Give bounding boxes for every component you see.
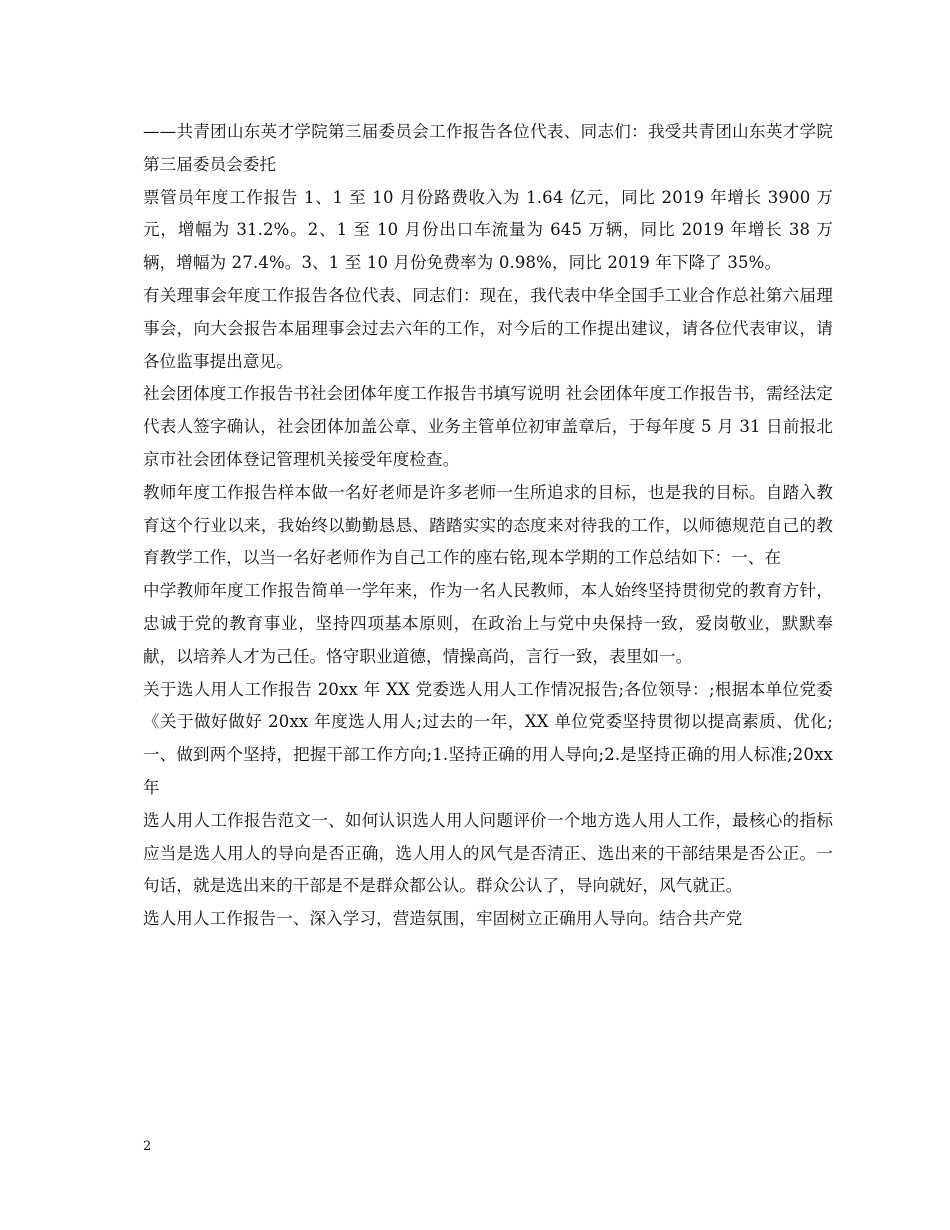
paragraph: 选人用人工作报告范文一、如何认识选人用人问题评价一个地方选人用人工作，最核心的指标应当是选人用人的导向是否正确，选人用人的风气是否清正、选出来的干部结果是否公正。一句话，就是选出来的干部是不是群众都公认。群众公认了，导向就好，风气就正。 (143, 810, 833, 896)
document-body (143, 116, 833, 936)
paragraph: 选人用人工作报告一、深入学习，营造氛围，牢固树立正确用人导向。结合共产党 (143, 909, 743, 929)
paragraph: ——共青团山东英才学院第三届委员会工作报告各位代表、同志们：我受共青团山东英才学院第三届委员会委托 (143, 122, 833, 174)
paragraph: 中学教师年度工作报告简单一学年来，作为一名人民教师，本人始终坚持贯彻党的教育方针，忠诚于党的教育事业，坚持四项基本原则，在政治上与党中央保持一致，爱岗敬业，默默奉献，以培养人才为己任。恪守职业道德，情操高尚，言行一致，表里如一。 (143, 581, 833, 666)
page-number: 2 (143, 1139, 152, 1154)
paragraph: 社会团体度工作报告书社会团体年度工作报告书填写说明 社会团体年度工作报告书，需经法定代表人签字确认，社会团体加盖公章、业务主管单位初审盖章后，于每年度 5 月 31 日前报北京市社会团体登记管理机关接受年度检查。 (143, 384, 833, 469)
paragraph: 教师年度工作报告样本做一名好老师是许多老师一生所追求的目标，也是我的目标。自踏入教育这个行业以来，我始终以勤勤恳恳、踏踏实实的态度来对待我的工作，以师德规范自己的教育教学工作，以当一名好老师作为自己工作的座右铭,现本学期的工作总结如下：一、在 (143, 482, 833, 568)
paragraph: 有关理事会年度工作报告各位代表、同志们：现在，我代表中华全国手工业合作总社第六届理事会，向大会报告本届理事会过去六年的工作，对今后的工作提出建议，请各位代表审议，请各位监事提出意见。 (143, 285, 833, 371)
paragraph: 票管员年度工作报告 1、1 至 10 月份路费收入为 1.64 亿元，同比 2019 年增长 3900 万元，增幅为 31.2%。2、1 至 10 月份出口车流量为 645 万辆，同比 2019 年增长 38 万辆，增幅为 27.4%。3、1 至 10 月份免费率为 0.98%，同比 2019 年下降了 35%。 (143, 187, 833, 273)
paragraph: 关于选人用人工作报告 20xx 年 XX 党委选人用人工作情况报告;各位领导：;根据本单位党委《关于做好做好 20xx 年度选人用人;过去的一年，XX 单位党委坚持贯彻以提高素质、优化;一、做到两个坚持，把握干部工作方向;1.坚持正确的用人导向;2.是坚持正确的用人标准;20xx 年 (143, 679, 833, 797)
